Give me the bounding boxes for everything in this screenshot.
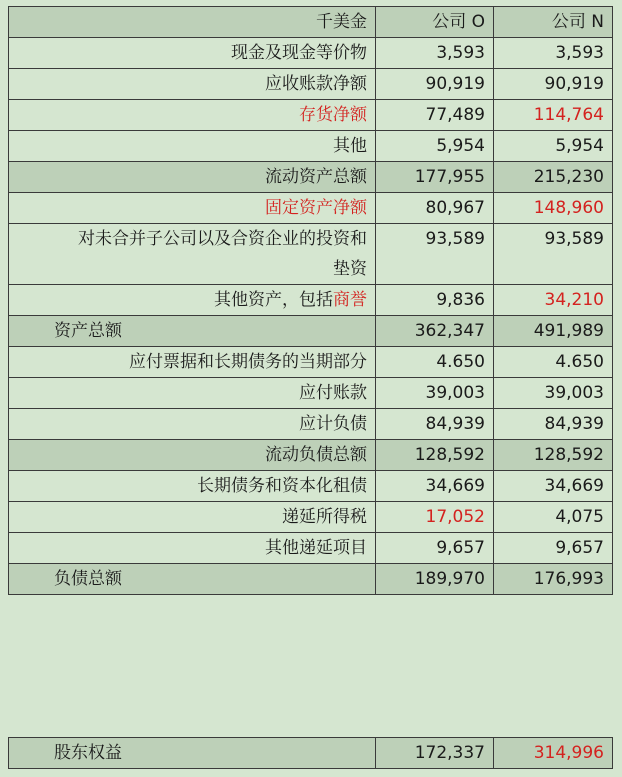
company-n-value: 84,939 — [494, 409, 613, 440]
row-label: 应收账款净额 — [9, 69, 376, 100]
company-n-value: 9,657 — [494, 533, 613, 564]
table-row — [9, 285, 613, 316]
company-o-header: 公司 O — [376, 7, 494, 38]
company-n-value: 215,230 — [494, 162, 613, 193]
company-n-value: 128,592 — [494, 440, 613, 471]
subtotal-row — [9, 162, 613, 193]
row-label — [9, 285, 376, 316]
total-row — [9, 316, 613, 347]
equity-table — [8, 737, 613, 769]
company-n-value: 39,003 — [494, 378, 613, 409]
row-label: 应付账款 — [9, 378, 376, 409]
company-o-value: 90,919 — [376, 69, 494, 100]
row-label: 现金及现金等价物 — [9, 38, 376, 69]
company-n-value: 5,954 — [494, 131, 613, 162]
table-row — [9, 193, 613, 224]
table-row — [9, 471, 613, 502]
balance-sheet-table — [8, 6, 613, 595]
total-row — [9, 564, 613, 595]
company-n-value: 4,075 — [494, 502, 613, 533]
row-label — [9, 224, 376, 285]
company-n-value: 114,764 — [494, 100, 613, 131]
company-n-value: 34,210 — [494, 285, 613, 316]
row-label: 固定资产净额 — [9, 193, 376, 224]
company-o-value: 3,593 — [376, 38, 494, 69]
equity-label: 股东权益 — [9, 738, 376, 769]
row-label: 长期债务和资本化租债 — [9, 471, 376, 502]
company-n-value: 148,960 — [494, 193, 613, 224]
row-label: 其他递延项目 — [9, 533, 376, 564]
company-n-value: 93,589 — [494, 224, 613, 285]
table-row — [9, 502, 613, 533]
goodwill-highlight: 商誉 — [333, 290, 367, 310]
company-o-value: 84,939 — [376, 409, 494, 440]
row-label: 应计负债 — [9, 409, 376, 440]
company-o-value: 80,967 — [376, 193, 494, 224]
company-o-value: 9,836 — [376, 285, 494, 316]
row-label: 流动负债总额 — [9, 440, 376, 471]
row-label: 流动资产总额 — [9, 162, 376, 193]
company-n-value: 90,919 — [494, 69, 613, 100]
company-o-value: 9,657 — [376, 533, 494, 564]
row-label: 应付票据和长期债务的当期部分 — [9, 347, 376, 378]
row-label: 其他 — [9, 131, 376, 162]
company-n-value: 34,669 — [494, 471, 613, 502]
company-o-value: 128,592 — [376, 440, 494, 471]
table-row — [9, 409, 613, 440]
company-o-value: 362,347 — [376, 316, 494, 347]
company-o-value: 34,669 — [376, 471, 494, 502]
row-label-line: 对未合并子公司以及合资企业的投资和 — [78, 229, 367, 249]
company-n-value: 3,593 — [494, 38, 613, 69]
company-o-value: 4.650 — [376, 347, 494, 378]
table-row — [9, 100, 613, 131]
table-header-row — [9, 7, 613, 38]
row-label: 负债总额 — [9, 564, 376, 595]
company-n-value: 314,996 — [494, 738, 613, 769]
unit-header: 千美金 — [9, 7, 376, 38]
table-row — [9, 69, 613, 100]
table-row — [9, 38, 613, 69]
company-n-value: 4.650 — [494, 347, 613, 378]
company-o-value: 5,954 — [376, 131, 494, 162]
table-row — [9, 131, 613, 162]
company-n-header: 公司 N — [494, 7, 613, 38]
row-label: 存货净额 — [9, 100, 376, 131]
company-o-value: 189,970 — [376, 564, 494, 595]
table-row — [9, 224, 613, 285]
row-label: 递延所得税 — [9, 502, 376, 533]
row-label-prefix: 其他资产，包括 — [214, 290, 333, 310]
row-label: 资产总额 — [9, 316, 376, 347]
company-o-value: 77,489 — [376, 100, 494, 131]
table-row — [9, 378, 613, 409]
company-o-value: 177,955 — [376, 162, 494, 193]
company-o-value: 17,052 — [376, 502, 494, 533]
company-o-value: 93,589 — [376, 224, 494, 285]
table-row — [9, 347, 613, 378]
row-label-line: 垫资 — [333, 259, 367, 279]
company-o-value: 172,337 — [376, 738, 494, 769]
company-o-value: 39,003 — [376, 378, 494, 409]
subtotal-row — [9, 440, 613, 471]
company-n-value: 176,993 — [494, 564, 613, 595]
equity-row — [9, 738, 613, 769]
table-row — [9, 533, 613, 564]
company-n-value: 491,989 — [494, 316, 613, 347]
